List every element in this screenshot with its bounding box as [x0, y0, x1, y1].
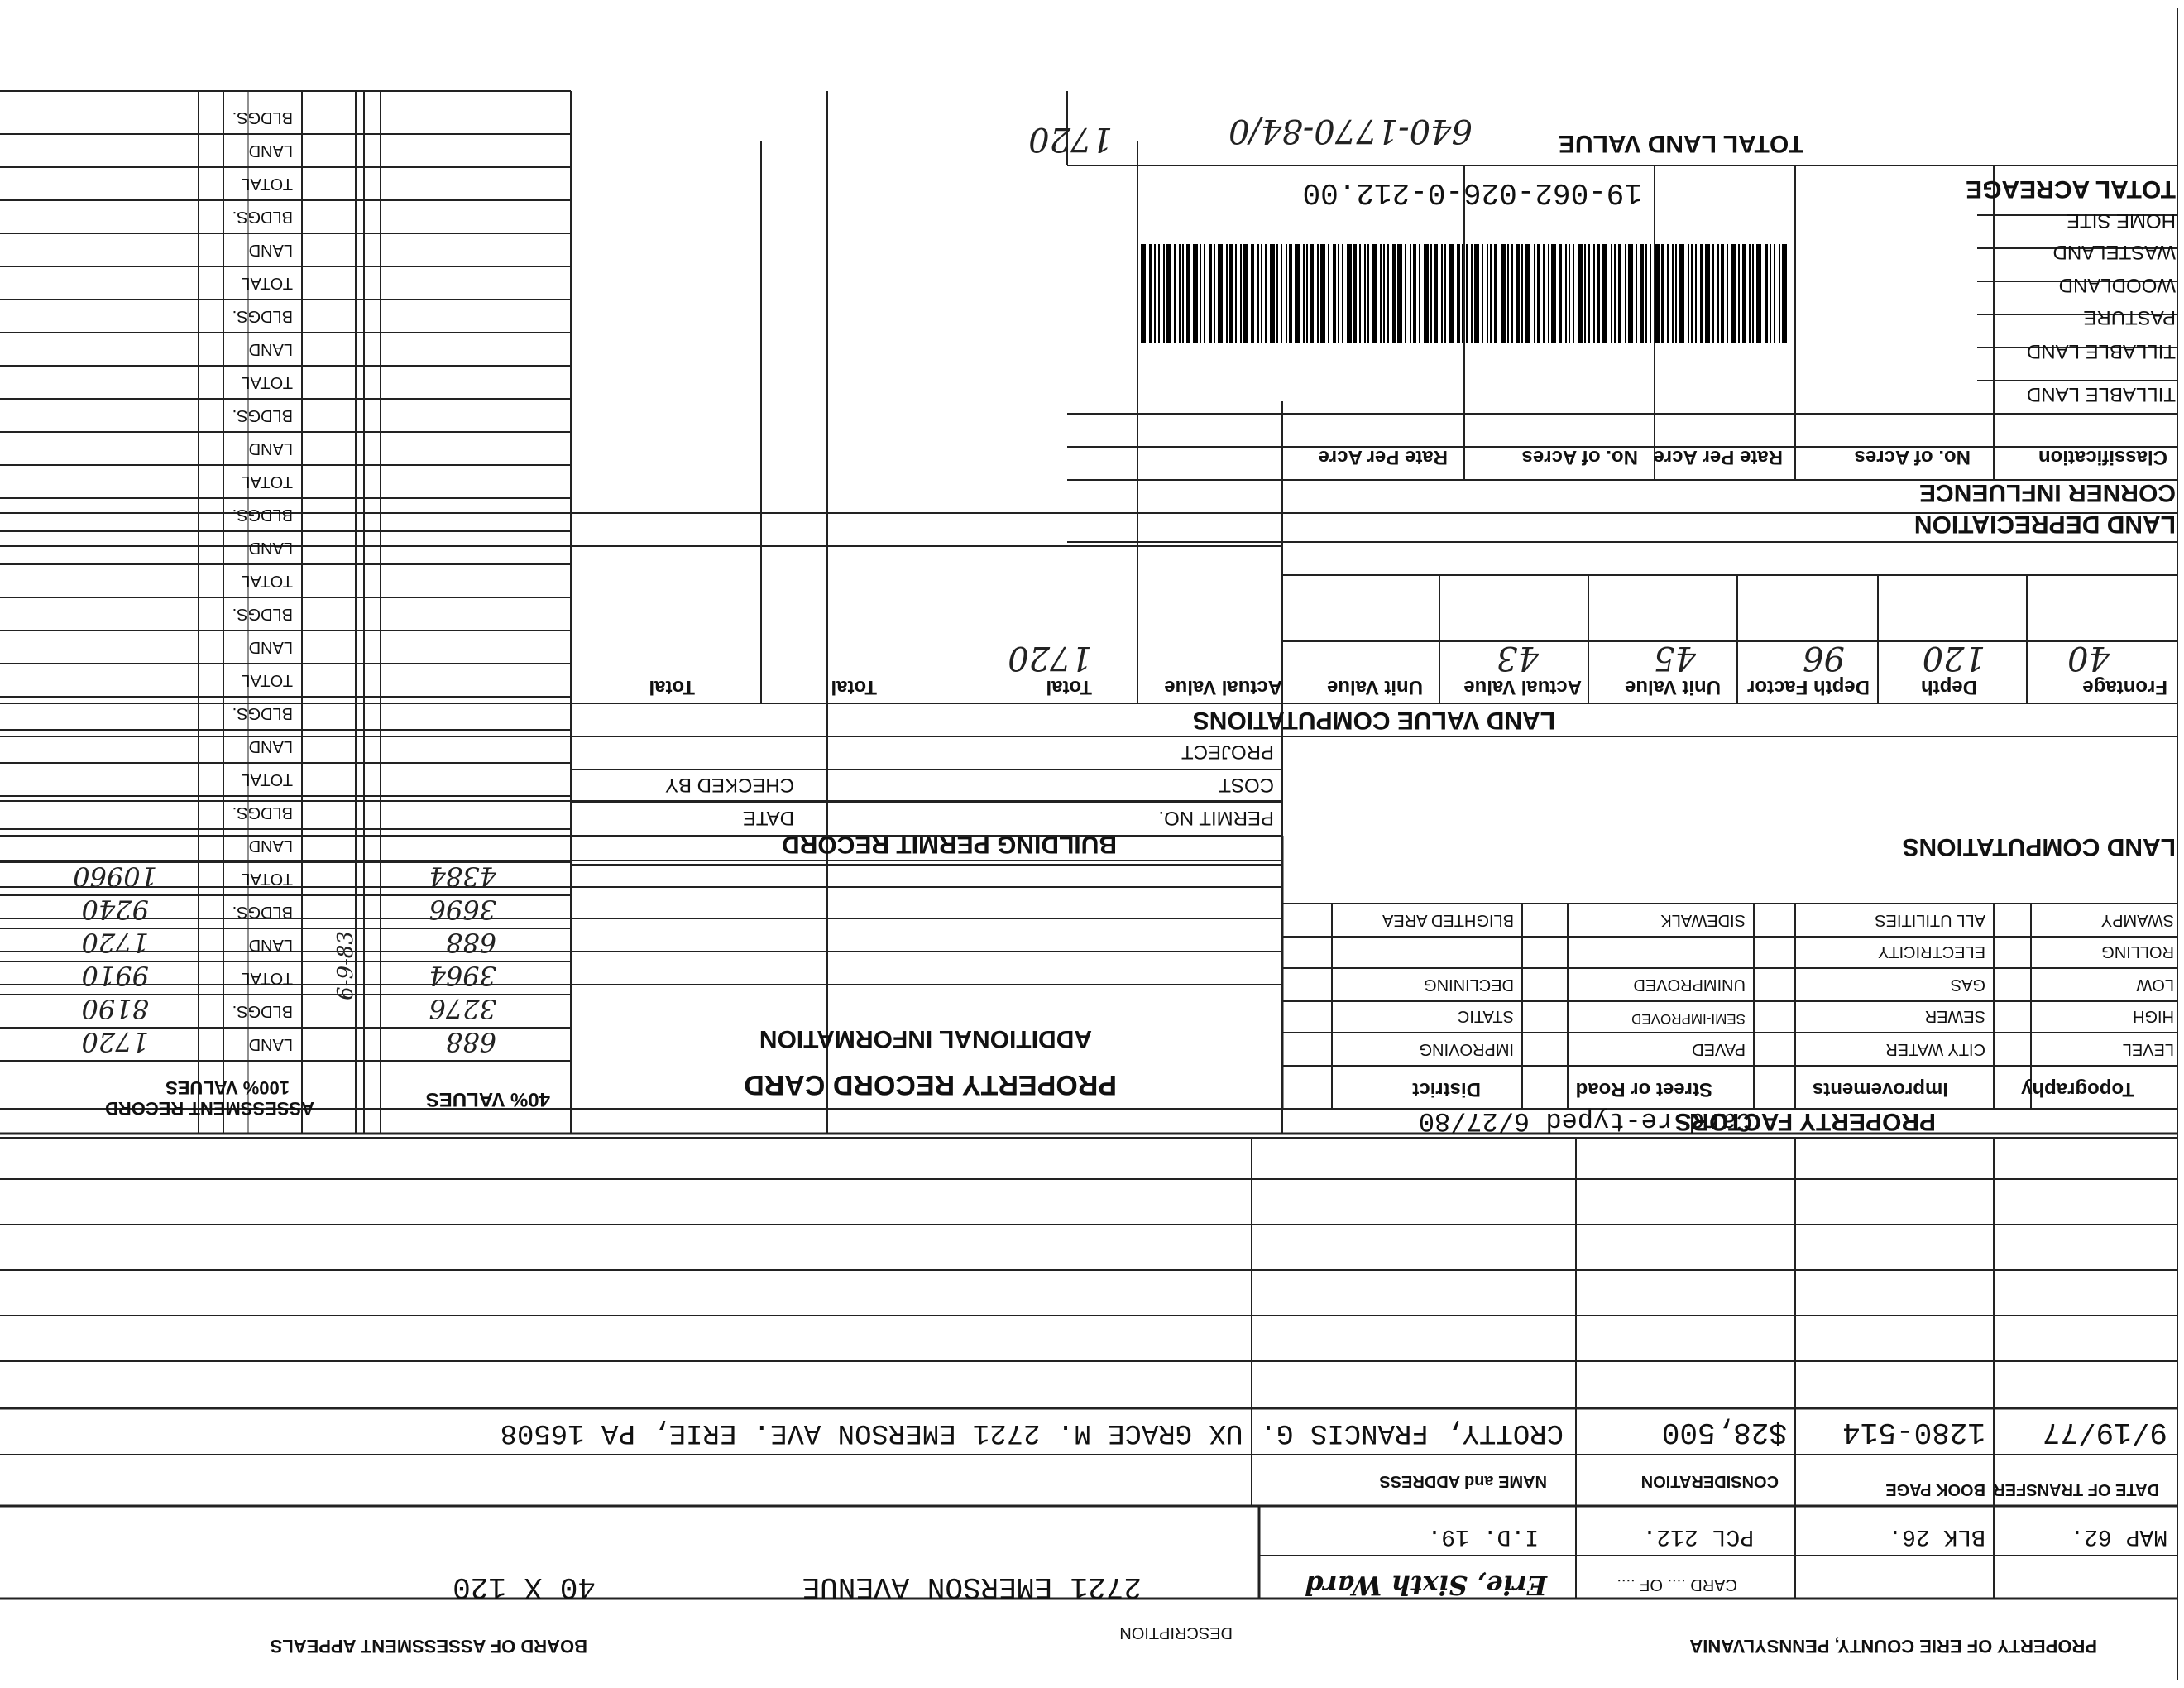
- ward-stamp: Erie, Sixth Ward: [1305, 1570, 1547, 1601]
- barcode-bar: [1286, 244, 1287, 343]
- lv-header: Total: [649, 676, 695, 698]
- barcode-bar: [1462, 244, 1463, 343]
- street-item: PAVED: [1692, 1040, 1746, 1058]
- barcode-bar: [1424, 244, 1429, 343]
- barcode-bar: [1240, 244, 1242, 343]
- assessment-label: ASSESSMENT RECORD: [104, 1098, 314, 1119]
- acreage-row: HOME SITE: [2066, 209, 2176, 232]
- lv-header: Total: [1046, 676, 1092, 698]
- assessment-row-label: LAND: [248, 439, 293, 458]
- values-40-entry: 3276: [429, 993, 496, 1024]
- barcode-bar: [1501, 244, 1506, 343]
- district-label: District: [1412, 1078, 1481, 1101]
- barcode-bar: [1303, 244, 1305, 343]
- barcode-bar: [1565, 244, 1567, 343]
- barcode-bar: [1209, 244, 1212, 343]
- lv-depth-factor: 96: [1803, 639, 1845, 677]
- assessment-row-label: LAND: [248, 340, 293, 358]
- topo-item: LEVEL: [2122, 1040, 2174, 1058]
- barcode-bar: [1193, 244, 1198, 343]
- barcode-bar: [1602, 244, 1607, 343]
- permit-no-label: PERMIT NO.: [1158, 807, 1274, 829]
- barcode-bar: [1782, 244, 1787, 343]
- barcode-bar: [1543, 244, 1545, 343]
- district-item: BLIGHTED AREA: [1382, 911, 1514, 929]
- barcode-bar: [1179, 244, 1181, 343]
- assessment-row-label: TOTAL: [241, 870, 293, 888]
- barcode-bar: [1466, 244, 1468, 343]
- improvements-label: Improvements: [1812, 1078, 1948, 1101]
- improv-item: ELECTRICITY: [1877, 942, 1985, 961]
- assessment-row-label: TOTAL: [241, 373, 293, 391]
- barcode-bar: [1251, 244, 1254, 343]
- barcode-bar: [1372, 244, 1377, 343]
- barcode-bar: [1738, 244, 1740, 343]
- barcode-bar: [1226, 244, 1228, 343]
- topo-item: HIGH: [2133, 1007, 2174, 1025]
- assessment-row-label: LAND: [248, 737, 293, 755]
- barcode-bar: [1645, 244, 1647, 343]
- street-item: SEMI-IMPROVED: [1631, 1011, 1746, 1027]
- barcode-bar: [1342, 244, 1343, 343]
- street-item: SIDEWALK: [1660, 911, 1746, 929]
- barcode-bar: [1333, 244, 1336, 343]
- barcode-bar: [1204, 244, 1205, 343]
- district-item: DECLINING: [1424, 976, 1514, 994]
- assessment-row-label: BLDGS.: [232, 605, 293, 623]
- barcode-bar: [1174, 244, 1176, 343]
- barcode-bar: [1457, 244, 1460, 343]
- barcode-bar: [1257, 244, 1259, 343]
- description-label: DESCRIPTION: [1119, 1623, 1233, 1642]
- barcode-bar: [1405, 244, 1406, 343]
- lv-header: Actual Value: [1164, 676, 1282, 698]
- barcode-bar: [1752, 244, 1754, 343]
- barcode-bar: [1525, 244, 1530, 343]
- barcode-bar: [1717, 244, 1719, 343]
- lv-unit-value: 45: [1654, 639, 1696, 677]
- barcode-bar: [1444, 244, 1446, 343]
- transfer-book: 1280-514: [1842, 1415, 1985, 1449]
- values-40-label: 40% VALUES: [425, 1088, 550, 1110]
- permit-checked-label: CHECKED BY: [664, 774, 794, 796]
- parcel-label: PCL 212.: [1642, 1523, 1754, 1549]
- lv-header: Frontage: [2082, 676, 2167, 698]
- barcode-bar: [1578, 244, 1583, 343]
- corner-influence-label: CORNER INFLUENCE: [1918, 479, 2176, 506]
- barcode-bar: [1235, 244, 1237, 343]
- district-item: IMPROVING: [1419, 1040, 1514, 1058]
- assessment-row-label: LAND: [248, 539, 293, 557]
- barcode-bar: [1537, 244, 1540, 343]
- land-computations-title: LAND COMPUTATIONS: [1902, 833, 2176, 861]
- barcode-bar: [1618, 244, 1621, 343]
- barcode-bar: [1727, 244, 1728, 343]
- land-depreciation-label: LAND DEPRECIATION: [1913, 511, 2176, 538]
- property-of-label: PROPERTY OF ERIE COUNTY, PENNSYLVANIA: [1689, 1636, 2097, 1657]
- barcode-bar: [1430, 244, 1432, 343]
- acreage-row: WOODLAND: [2058, 274, 2176, 296]
- barcode-bar: [1655, 244, 1660, 343]
- barcode-bar: [1364, 244, 1366, 343]
- barcode-bar: [1573, 244, 1574, 343]
- barcode-bar: [1588, 244, 1590, 343]
- card-of-label: CARD .... OF ....: [1616, 1575, 1737, 1594]
- barcode-bar: [1661, 244, 1664, 343]
- district-item: STATIC: [1457, 1007, 1514, 1025]
- lv-depth: 120: [1922, 639, 1985, 677]
- barcode-bar: [1141, 244, 1146, 343]
- improv-item: ALL UTILITIES: [1875, 911, 1985, 929]
- block-number: BLK 26.: [1888, 1523, 1985, 1549]
- values-40-entry: 3696: [429, 894, 496, 925]
- barcode-bar: [1474, 244, 1479, 343]
- barcode: [1138, 244, 1787, 343]
- values-40-entry: 4384: [429, 861, 496, 892]
- barcode-bar: [1182, 244, 1184, 343]
- assessment-entry: 9240: [81, 894, 149, 925]
- barcode-bar: [1270, 244, 1275, 343]
- barcode-bar: [1559, 244, 1562, 343]
- barcode-bar: [1721, 244, 1724, 343]
- barcode-bar: [1779, 244, 1780, 343]
- barcode-bar: [1756, 244, 1761, 343]
- barcode-bar: [1695, 244, 1697, 343]
- barcode-bar: [1700, 244, 1703, 343]
- transfer-name: CROTTY, FRANCIS G. UX GRACE M. 2721 EMERSON AVE. ERIE, PA 16508: [500, 1417, 1564, 1448]
- barcode-bar: [1679, 244, 1684, 343]
- barcode-bar: [1383, 244, 1385, 343]
- barcode-bar: [1276, 244, 1278, 343]
- assessment-row-label: LAND: [248, 837, 293, 855]
- barcode-bar: [1487, 244, 1488, 343]
- topo-item: LOW: [2136, 976, 2174, 994]
- barcode-bar: [1667, 244, 1669, 343]
- barcode-bar: [1705, 244, 1710, 343]
- barcode-bar: [1731, 244, 1736, 343]
- barcode-bar: [1636, 244, 1637, 343]
- barcode-bar: [1380, 244, 1382, 343]
- lv-header: Total: [831, 676, 877, 698]
- assessment-row-label: TOTAL: [241, 770, 293, 789]
- values-40-entry: 3964: [429, 960, 496, 991]
- assessment-row-label: BLDGS.: [232, 406, 293, 424]
- transfer-consideration-label: CONSIDERATION: [1640, 1472, 1779, 1490]
- topo-item: SWAMPY: [2100, 911, 2174, 929]
- assessment-row-label: TOTAL: [241, 175, 293, 193]
- lv-total: 1720: [1008, 639, 1092, 677]
- assessment-entry: 9910: [81, 960, 149, 991]
- permit-date-label: DATE: [742, 807, 794, 829]
- assessment-row-label: BLDGS.: [232, 208, 293, 226]
- acreage-row: WASTELAND: [2052, 241, 2176, 263]
- barcode-bar: [1650, 244, 1651, 343]
- barcode-bar: [1742, 244, 1746, 343]
- acreage-header: No. of Acres: [1854, 446, 1971, 468]
- transfer-consideration: $28,500: [1661, 1415, 1787, 1449]
- barcode-bar: [1688, 244, 1689, 343]
- barcode-bar: [1320, 244, 1325, 343]
- barcode-bar: [1353, 244, 1357, 343]
- permit-cost-label: COST: [1219, 774, 1274, 796]
- barcode-bar: [1584, 244, 1586, 343]
- acreage-header: Rate Per Acre: [1318, 446, 1448, 468]
- transfer-date-label: DATE OF TRANSFER: [1993, 1480, 2159, 1499]
- parcel-number: 19-062-026-0-212.00: [1302, 175, 1642, 209]
- lv-frontage: 40: [2067, 639, 2110, 677]
- barcode-bar: [1289, 244, 1292, 343]
- barcode-bar: [1154, 244, 1156, 343]
- values-40-entry: 688: [445, 927, 496, 958]
- barcode-bar: [1367, 244, 1369, 343]
- values-40-side-note: 6-9-83: [333, 931, 359, 1000]
- assessment-entry: 8190: [81, 993, 149, 1024]
- barcode-bar: [1507, 244, 1509, 343]
- lv-header: Depth Factor: [1746, 676, 1870, 698]
- acreage-row: TILLABLE LAND: [2026, 340, 2176, 362]
- assessment-row-label: TOTAL: [241, 969, 293, 987]
- acreage-row: TOTAL ACREAGE: [1966, 175, 2176, 203]
- barcode-bar: [1640, 244, 1644, 343]
- property-factors-title: PROPERTY FACTORS: [1674, 1108, 1936, 1135]
- assessment-row-label: BLDGS.: [232, 1002, 293, 1020]
- description-street: 2721 EMERSON AVENUE: [802, 1570, 1142, 1604]
- barcode-bar: [1749, 244, 1751, 343]
- barcode-bar: [1218, 244, 1223, 343]
- street-label: Street or Road: [1575, 1078, 1712, 1101]
- barcode-bar: [1347, 244, 1352, 343]
- lv-header: Actual Value: [1463, 676, 1582, 698]
- total-land-value-label: TOTAL LAND VALUE: [1558, 130, 1803, 157]
- barcode-bar: [1628, 244, 1633, 343]
- barcode-bar: [1471, 244, 1473, 343]
- values-40-entry: 688: [445, 1026, 496, 1057]
- transfer-book-label: BOOK PAGE: [1885, 1480, 1985, 1499]
- acreage-row: TILLABLE LAND: [2026, 383, 2176, 405]
- street-item: UNIMPROVED: [1633, 976, 1746, 994]
- barcode-bar: [1229, 244, 1233, 343]
- topo-item: ROLLING: [2101, 942, 2174, 961]
- record-card-title: PROPERTY RECORD CARD: [744, 1069, 1117, 1101]
- barcode-bar: [1306, 244, 1308, 343]
- assessment-entry: 1720: [81, 1026, 149, 1057]
- barcode-bar: [1410, 244, 1411, 343]
- barcode-bar: [1611, 244, 1612, 343]
- assessment-row-label: BLDGS.: [232, 307, 293, 325]
- handwritten-id: 640-1770-84/0: [1228, 112, 1473, 150]
- permit-project-label: PROJECT: [1181, 741, 1274, 763]
- barcode-bar: [1186, 244, 1190, 343]
- barcode-bar: [1149, 244, 1152, 343]
- assessment-row-label: LAND: [248, 141, 293, 160]
- barcode-bar: [1691, 244, 1693, 343]
- improv-item: SEWER: [1924, 1007, 1985, 1025]
- lv-header: Unit Value: [1326, 676, 1423, 698]
- assessment-row-label: TOTAL: [241, 572, 293, 590]
- assessment-row-label: BLDGS.: [232, 704, 293, 722]
- barcode-bar: [1672, 244, 1674, 343]
- barcode-bar: [1214, 244, 1215, 343]
- barcode-bar: [1511, 244, 1513, 343]
- acreage-header: Rate Per Acre: [1653, 446, 1783, 468]
- barcode-bar: [1166, 244, 1171, 343]
- assessment-row-label: TOTAL: [241, 472, 293, 491]
- assessment-row-label: BLDGS.: [232, 108, 293, 127]
- lv-header: Unit Value: [1624, 676, 1721, 698]
- total-land-value: 1720: [1028, 120, 1113, 158]
- assessment-entry: 1720: [81, 927, 149, 958]
- barcode-bar: [1200, 244, 1201, 343]
- barcode-bar: [1774, 244, 1775, 343]
- barcode-bar: [1310, 244, 1314, 343]
- transfer-name-label: NAME and ADDRESS: [1379, 1472, 1547, 1490]
- acreage-row: PASTURE: [2083, 306, 2176, 328]
- barcode-bar: [1494, 244, 1497, 343]
- assessment-row-label: BLDGS.: [232, 903, 293, 921]
- topography-label: Topography: [2021, 1078, 2134, 1101]
- assessment-sub: 100% VALUES: [165, 1077, 290, 1098]
- barcode-bar: [1419, 244, 1420, 343]
- barcode-bar: [1597, 244, 1600, 343]
- acreage-header: No. of Acres: [1521, 446, 1638, 468]
- barcode-bar: [1281, 244, 1282, 343]
- additional-info-title: ADDITIONAL INFORMATION: [759, 1025, 1092, 1053]
- retyped-note: Card re-typed 6/27/80: [1418, 1105, 1752, 1136]
- assessment-row-label: LAND: [248, 241, 293, 259]
- barcode-bar: [1569, 244, 1570, 343]
- barcode-bar: [1614, 244, 1616, 343]
- barcode-bar: [1243, 244, 1248, 343]
- barcode-bar: [1625, 244, 1626, 343]
- barcode-bar: [1516, 244, 1520, 343]
- barcode-bar: [1548, 244, 1549, 343]
- board-label: BOARD OF ASSESSMENT APPEALS: [270, 1636, 587, 1657]
- barcode-bar: [1397, 244, 1402, 343]
- barcode-bar: [1675, 244, 1677, 343]
- building-permit-title: BUILDING PERMIT RECORD: [782, 831, 1117, 858]
- barcode-bar: [1434, 244, 1438, 343]
- assessment-entry: 10960: [73, 861, 157, 892]
- barcode-bar: [1441, 244, 1443, 343]
- assessment-row-label: TOTAL: [241, 274, 293, 292]
- barcode-bar: [1338, 244, 1339, 343]
- assessment-row-label: TOTAL: [241, 671, 293, 689]
- land-value-computations-title: LAND VALUE COMPUTATIONS: [1192, 707, 1555, 734]
- acreage-header: Classification: [2038, 446, 2167, 468]
- barcode-bar: [1551, 244, 1556, 343]
- barcode-bar: [1712, 244, 1714, 343]
- barcode-bar: [1163, 244, 1165, 343]
- barcode-bar: [1158, 244, 1160, 343]
- lv-header: Depth: [1921, 676, 1977, 698]
- barcode-bar: [1413, 244, 1416, 343]
- assessment-row-label: LAND: [248, 1035, 293, 1053]
- barcode-bar: [1449, 244, 1454, 343]
- transfer-date: 9/19/77: [2042, 1415, 2167, 1449]
- barcode-bar: [1534, 244, 1535, 343]
- barcode-bar: [1295, 244, 1300, 343]
- assessment-row-label: BLDGS.: [232, 506, 293, 524]
- id-number: I.D. 19.: [1427, 1523, 1539, 1549]
- barcode-bar: [1521, 244, 1523, 343]
- barcode-bar: [1317, 244, 1319, 343]
- improv-item: CITY WATER: [1885, 1040, 1985, 1058]
- assessment-row-label: LAND: [248, 638, 293, 656]
- barcode-bar: [1765, 244, 1768, 343]
- map-number: MAP 62.: [2070, 1523, 2167, 1549]
- barcode-bar: [1482, 244, 1483, 343]
- barcode-bar: [1593, 244, 1595, 343]
- barcode-bar: [1328, 244, 1329, 343]
- assessment-row-label: LAND: [248, 936, 293, 954]
- assessment-row-label: BLDGS.: [232, 803, 293, 822]
- barcode-bar: [1392, 244, 1396, 343]
- barcode-bar: [1387, 244, 1389, 343]
- description-dimensions: 40 X 120: [453, 1570, 596, 1604]
- barcode-bar: [1770, 244, 1771, 343]
- lv-actual-value: 43: [1497, 639, 1539, 677]
- improv-item: GAS: [1950, 976, 1985, 994]
- barcode-bar: [1265, 244, 1267, 343]
- barcode-bar: [1359, 244, 1361, 343]
- barcode-bar: [1490, 244, 1492, 343]
- barcode-bar: [1261, 244, 1262, 343]
